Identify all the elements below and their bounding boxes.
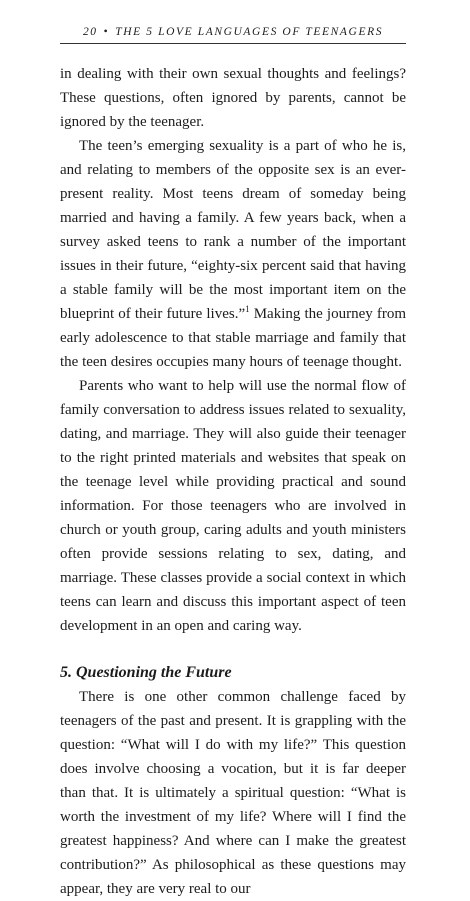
paragraph-2 [60,134,406,374]
section-heading: 5. Questioning the Future [60,664,232,681]
running-header [62,26,404,38]
paragraph-3: Parents who want to help will use the normal flow of family conversation to address issues related to sexuality, dating, and marriage. They will also guide their teenager to the right printed materials and websites that speak on the teenage level while providing practical and sound information. For those teenagers who are involved in church or youth group, caring adults and youth ministers often provide sessions relating to sex, dating, and marriage. These classes provide a social context in which teens can learn and discuss this important aspect of teen development in an open and caring way. [60,378,406,634]
book-title: THE 5 LOVE LANGUAGES OF TEENAGERS [115,26,384,38]
paragraph-2-text-b: Making the journey from early adolescence to that stable marriage and family that the teen desires occupies many hours of teenage thought. [60,306,406,370]
page-body [60,62,406,901]
paragraph-2-text-a: The teen’s emerging sexuality is a part of who he is, and relating to members of the opposite sex is an ever-present reality. Most teens dream of someday being married and having a family. A few years back, when a survey asked teens to rank a number of the important issues in their future, “eighty-six percent said that having a stable family will be the most important item on the blueprint of their future lives.” [60,138,406,322]
header-separator: • [103,26,110,38]
page-number: 20 [82,26,98,38]
footnote-marker: 1 [245,304,250,314]
header-rule [60,43,406,44]
paragraph-4: There is one other common challenge faced by teenagers of the past and present. It is grappling with the question: “What will I do with my life?” This question does involve choosing a vocation, but it is far deeper than that. It is ultimately a spiritual question: “What is worth the investment of my life? Where will I find the greatest happiness? And where can I make the greatest contribution?” As philosophical as these questions may appear, they are very real to our [60,689,406,897]
paragraph-1: in dealing with their own sexual thoughts and feelings? These questions, often ignored by parents, cannot be ignored by the teenager. [60,66,406,130]
